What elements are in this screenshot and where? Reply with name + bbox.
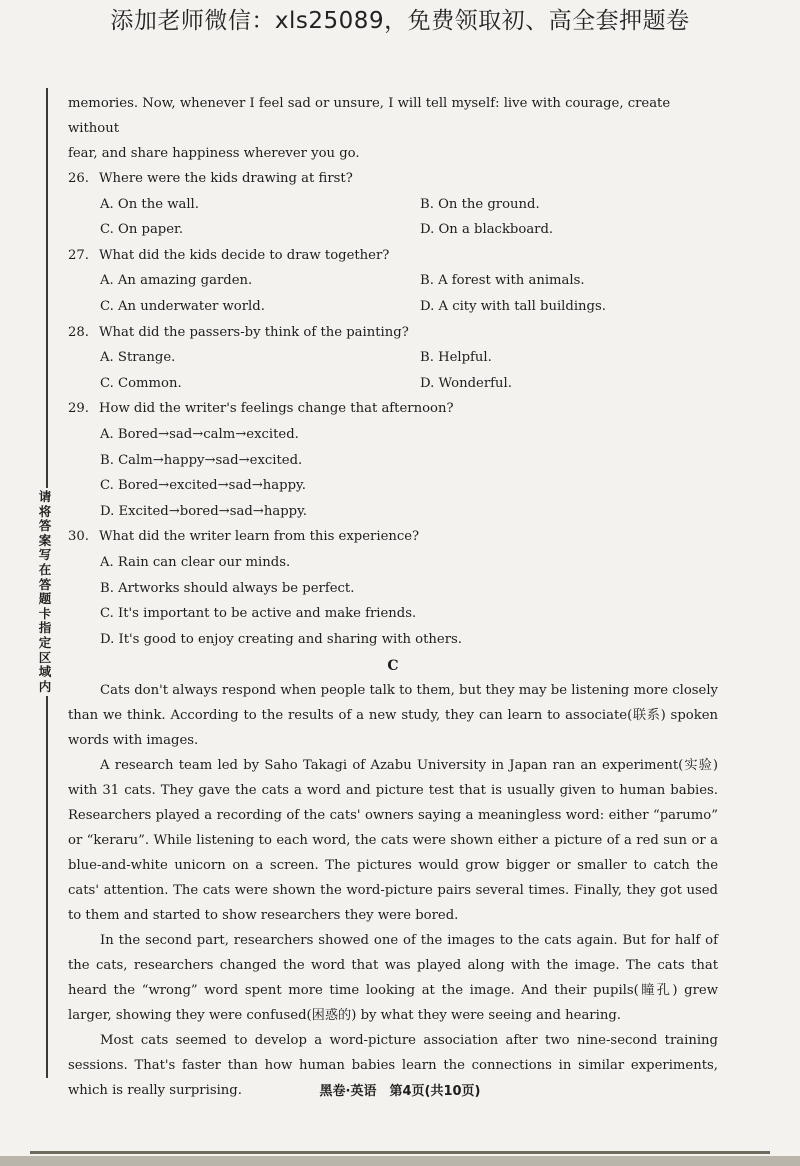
passage-paragraph: A research team led by Saho Takagi of Azabu University in Japan ran an experiment(实验) with 31 cats. They gave the cats a word and picture test that is usually given to human babies. Researchers played a recording of the cats' owners saying a meaningless word: either “parumo” or “keraru”. While listening to each word, the cats were shown either a picture of a red sun or a blue-and-white unicorn on a screen. The pictures would grow bigger or smaller to catch the cats' attention. The cats were shown the word-picture pairs several times. Finally, they got used to them and started to show researchers they were bored. [68, 758, 718, 924]
intro-line: memories. Now, whenever I feel sad or unsure, I will tell myself: live with courage, create without [68, 96, 671, 136]
option-d: D. A city with tall buildings. [420, 298, 606, 314]
page-footer: 黑卷·英语 第4页(共10页) [319, 1084, 481, 1099]
intro-line: fear, and share happiness wherever you go. [68, 146, 360, 161]
option-b: B. Calm→happy→sad→excited. [100, 452, 303, 468]
option-d: D. It's good to enjoy creating and sharing with others. [100, 631, 462, 647]
option-d: D. On a blackboard. [420, 222, 554, 238]
option-c: C. Bored→excited→sad→happy. [100, 478, 306, 494]
question-number: 30. [68, 529, 89, 545]
question-text: What did the kids decide to draw together? [99, 247, 390, 263]
question-number: 28. [68, 324, 89, 340]
option-c: C. Common. [100, 375, 182, 391]
option-b: B. A forest with animals. [420, 273, 585, 289]
passage-paragraph: Most cats seemed to develop a word-picture association after two nine-second training sessions. That's faster than how human babies learn the connections in similar experiments, which is really surprising. [68, 1033, 718, 1099]
option-c: C. It's important to be active and make friends. [100, 606, 417, 622]
passage-paragraph: In the second part, researchers showed one of the images to the cats again. But for half of the cats, researchers changed the word that was played along with the image. The cats that heard the “wrong” word spent more time looking at the image. And their pupils(瞳孔) grew larger, showing they were confused(困惑的) by what they were seeing and hearing. [68, 933, 718, 1024]
side-instruction: 请将答案写在答题卡指定区域内 [36, 488, 54, 696]
bottom-rule [30, 1151, 770, 1154]
question-number: 29. [68, 401, 89, 417]
option-c: C. On paper. [100, 222, 184, 238]
question-27 [68, 243, 718, 320]
section-heading: C [387, 658, 399, 675]
option-a: A. Bored→sad→calm→excited. [100, 426, 299, 442]
option-d: D. Excited→bored→sad→happy. [100, 503, 307, 519]
question-29 [68, 396, 718, 524]
option-d: D. Wonderful. [420, 375, 512, 391]
option-b: B. On the ground. [420, 196, 540, 212]
page-content [68, 91, 718, 1103]
passage-paragraph: Cats don't always respond when people talk to them, but they may be listening more closely than we think. According to the results of a new study, they can learn to associate(联系) spoken words with images. [68, 683, 718, 749]
option-b: B. Helpful. [420, 350, 492, 366]
question-text: What did the writer learn from this experience? [99, 529, 420, 545]
option-a: A. An amazing garden. [100, 273, 253, 289]
watermark-banner: 添加老师微信：xls25089，免费领取初、高全套押题卷 [110, 8, 690, 34]
option-c: C. An underwater world. [100, 298, 265, 314]
question-26 [68, 166, 718, 243]
option-b: B. Artworks should always be perfect. [100, 580, 355, 596]
option-a: A. On the wall. [100, 196, 199, 212]
page-edge [0, 1156, 800, 1166]
question-28 [68, 320, 718, 397]
question-text: Where were the kids drawing at first? [99, 171, 353, 186]
question-30 [68, 524, 718, 652]
option-a: A. Strange. [100, 350, 176, 366]
question-text: How did the writer's feelings change that afternoon? [99, 401, 454, 417]
question-number: 27. [68, 247, 89, 263]
question-text: What did the passers-by think of the painting? [99, 324, 409, 340]
question-number: 26. [68, 171, 89, 186]
option-a: A. Rain can clear our minds. [100, 554, 291, 570]
